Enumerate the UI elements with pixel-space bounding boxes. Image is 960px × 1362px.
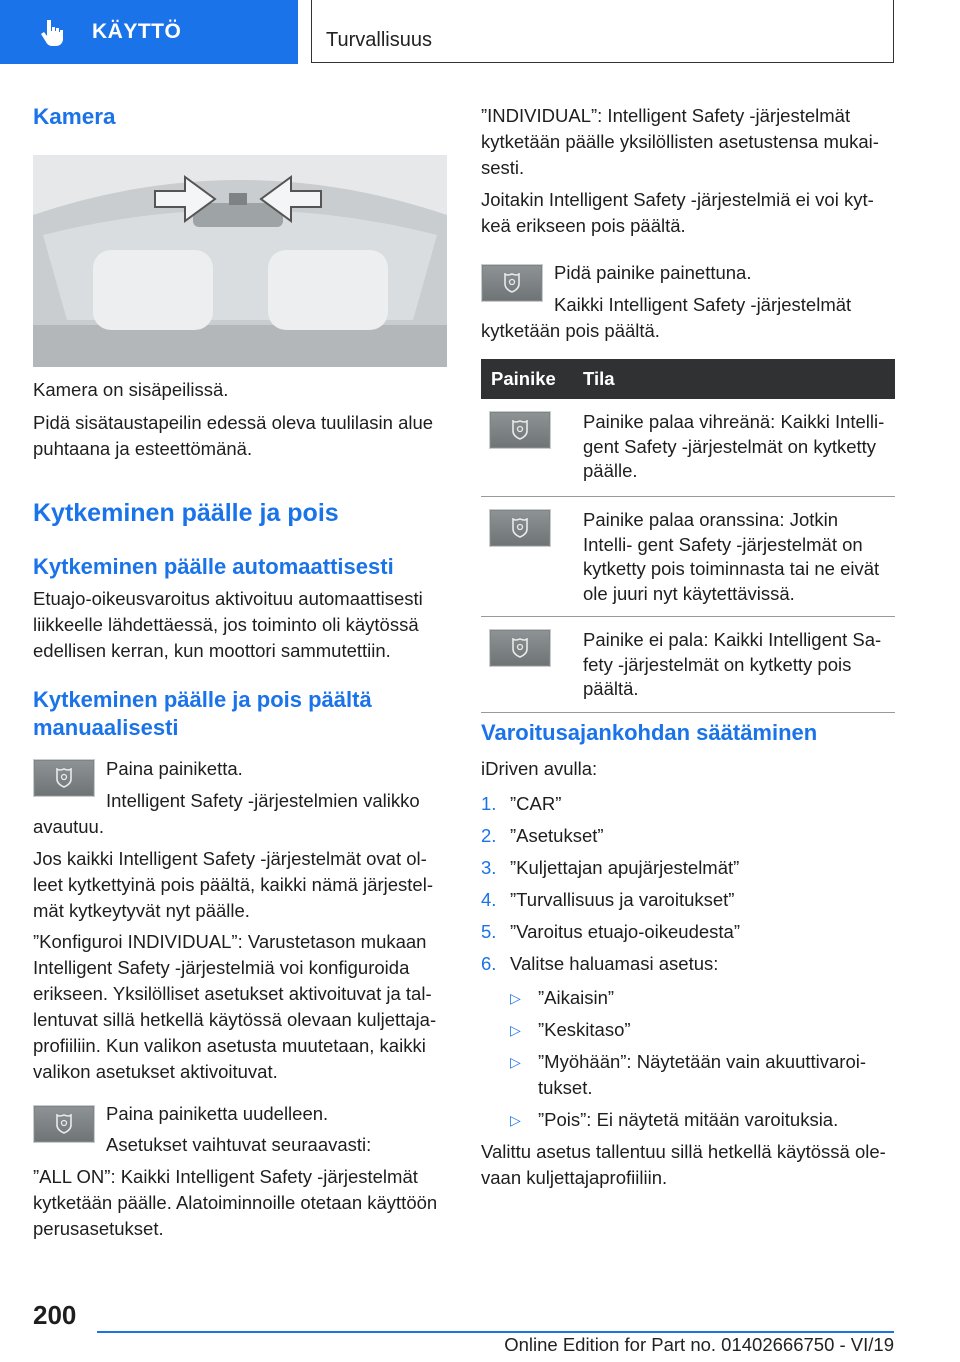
- button-off-state: [489, 629, 551, 667]
- intelligent-safety-icon: [511, 638, 529, 658]
- chapter-title: Turvallisuus: [326, 29, 432, 51]
- intelligent-safety-icon: [511, 518, 529, 538]
- triangle-bullet-icon: ▷: [510, 1022, 521, 1038]
- kamera-text-2b: puhtaana ja esteettömänä.: [33, 438, 253, 459]
- individual-text-2: kytketään päälle yksilöllisten asetustensa mukai-: [481, 131, 879, 152]
- option-medium: ”Keskitaso”: [538, 1019, 631, 1040]
- table-row: [481, 617, 895, 713]
- kamera-text-1: Kamera on sisäpeilissä.: [33, 379, 229, 400]
- table-row: [481, 497, 895, 617]
- triangle-bullet-icon: ▷: [510, 990, 521, 1006]
- intelligent-safety-icon: [55, 1114, 73, 1134]
- button-green-state: [489, 411, 551, 449]
- all-off-text-3: mät kytkeytyvät nyt päälle.: [33, 900, 250, 921]
- press-button-text: Paina painiketta.: [106, 758, 243, 779]
- intelligent-safety-icon: [55, 768, 73, 788]
- timing-heading: Varoitusajankohdan säätäminen: [481, 720, 818, 745]
- button-orange-state: [489, 509, 551, 547]
- config-text-6: valikon asetukset aktivoituvat.: [33, 1061, 278, 1082]
- individual-text-3: sesti.: [481, 157, 525, 178]
- menu-opens-text-1: Intelligent Safety -järjestelmien valikko: [106, 790, 420, 811]
- triangle-bullet-icon: ▷: [510, 1112, 521, 1128]
- option-early: ”Aikaisin”: [538, 987, 615, 1008]
- config-text-5: profiiliin. Kun valikon asetusta muutetaan, kaikki: [33, 1035, 426, 1056]
- auto-text-1: Etuajo-oikeusvaroitus aktivoituu automaattisesti: [33, 588, 423, 609]
- saved-text-1: Valittu asetus tallentuu sillä hetkellä käytössä ole-: [481, 1141, 886, 1162]
- intelligent-safety-button: [33, 759, 95, 797]
- triangle-bullet-icon: ▷: [510, 1054, 521, 1070]
- edition-text: Online Edition for Part no. 01402666750 - VI/19: [504, 1334, 894, 1355]
- idrive-text: iDriven avulla:: [481, 758, 598, 779]
- manual-heading-2: manuaalisesti: [33, 715, 179, 740]
- manual-heading-1: Kytkeminen päälle ja pois päältä: [33, 687, 372, 712]
- auto-text-2: liikkeelle lähdettäessä, jos toiminto oli käytössä: [33, 614, 419, 635]
- table-header-state: Tila: [573, 359, 895, 399]
- hand-pointer-icon: [38, 17, 68, 47]
- config-text-1: ”Konfiguroi INDIVIDUAL”: Varustetason mukaan: [33, 931, 427, 952]
- press-again-text: Paina painiketta uudelleen.: [106, 1103, 329, 1124]
- config-text-4: lentuvat sillä hetkellä käytössä olevaan kuljettaja-: [33, 1009, 437, 1030]
- all-off-text-2: leet kytkettyinä pois päältä, kaikki nämä järjestel-: [33, 874, 433, 895]
- camera-location-illustration: [33, 155, 447, 367]
- table-header-row: [481, 359, 895, 399]
- all-off-right-text-2: kytketään pois päältä.: [481, 320, 660, 341]
- page-number: 200: [33, 1300, 77, 1330]
- all-off-text-1: Jos kaikki Intelligent Safety -järjestelmät ovat ol-: [33, 848, 427, 869]
- all-on-text-1: ”ALL ON”: Kaikki Intelligent Safety -järjestelmät: [33, 1166, 418, 1187]
- all-on-text-3: perusasetukset.: [33, 1218, 164, 1239]
- some-systems-text-1: Joitakin Intelligent Safety -järjestelmiä ei voi kyt-: [481, 189, 874, 210]
- table-cell-state: Painike ei pala: Kaikki Intelligent Sa- fety -järjestelmät on kytketty pois päältä.: [573, 617, 895, 713]
- table-cell-state: Painike palaa vihreänä: Kaikki Intelli- gent Safety -järjestelmät on kytketty päälle.: [573, 399, 895, 497]
- section-tab-label: KÄYTTÖ: [92, 20, 182, 43]
- section-tab[interactable]: [0, 0, 298, 64]
- auto-heading: Kytkeminen päälle automaattisesti: [33, 554, 394, 579]
- table-row: [481, 399, 895, 497]
- auto-text-3: edellisen kerran, kun moottori sammutettiin.: [33, 640, 391, 661]
- kamera-heading: Kamera: [33, 104, 116, 129]
- option-late-2: tukset.: [538, 1077, 593, 1098]
- option-off: ”Pois”: Ei näytetä mitään varoituksia.: [538, 1109, 839, 1130]
- individual-text-1: ”INDIVIDUAL”: Intelligent Safety -järjestelmät: [481, 105, 851, 126]
- chapter-header: [311, 0, 894, 63]
- all-on-text-2: kytketään päälle. Alatoiminnoille otetaan käyttöön: [33, 1192, 438, 1213]
- some-systems-text-2: keä erikseen pois päältä.: [481, 215, 686, 236]
- main-heading: Kytkeminen päälle ja pois: [33, 499, 339, 527]
- all-off-right-text-1: Kaikki Intelligent Safety -järjestelmät: [554, 294, 852, 315]
- footer-divider: [97, 1331, 894, 1333]
- menu-opens-text-2: avautuu.: [33, 816, 104, 837]
- option-late-1: ”Myöhään”: Näytetään vain akuuttivaroi-: [538, 1051, 867, 1072]
- button-state-table: [481, 359, 895, 713]
- saved-text-2: vaan kuljettajaprofiiliin.: [481, 1167, 668, 1188]
- config-text-3: erikseen. Yksilölliset asetukset aktivoituvat ja tal-: [33, 983, 432, 1004]
- intelligent-safety-button: [481, 264, 543, 302]
- table-cell-state: Painike palaa oranssina: Jotkin Intelli- gent Safety -järjestelmät on kytketty pois toiminnasta tai ne eivät ole juuri nyt käytettävissä.: [573, 497, 895, 617]
- settings-change-text: Asetukset vaihtuvat seuraavasti:: [106, 1134, 372, 1155]
- intelligent-safety-icon: [511, 420, 529, 440]
- config-text-2: Intelligent Safety -järjestelmiä voi konfiguroida: [33, 957, 410, 978]
- intelligent-safety-button: [33, 1105, 95, 1143]
- table-header-button: Painike: [481, 359, 573, 399]
- kamera-text-2a: Pidä sisätaustapeilin edessä oleva tuulilasin alue: [33, 412, 434, 433]
- intelligent-safety-icon: [503, 273, 521, 293]
- hold-button-text: Pidä painike painettuna.: [554, 262, 752, 283]
